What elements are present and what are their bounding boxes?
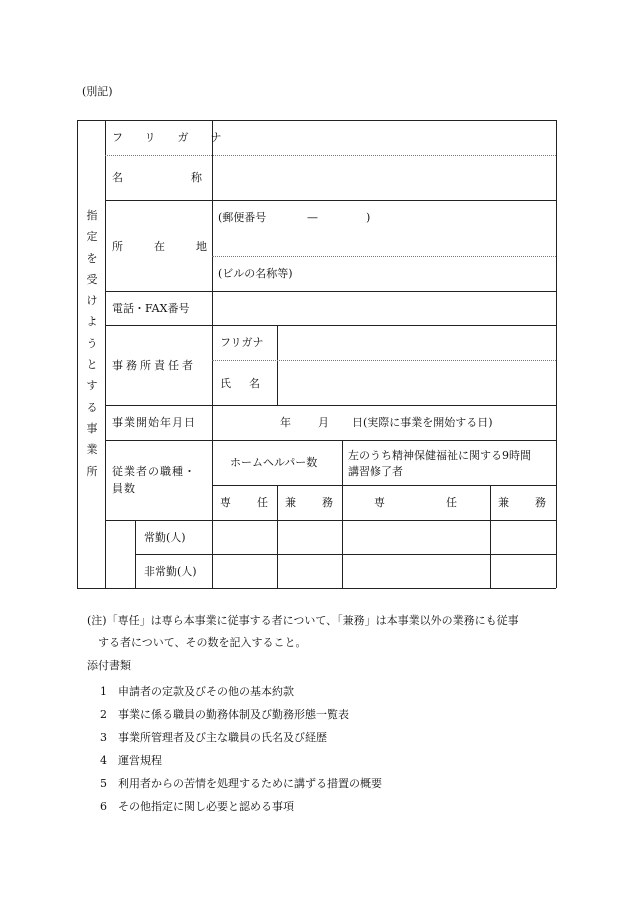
note-line-1: (注)「専任」は専ら本事業に従事する者について、「兼務」は本事業以外の業務にも従事 (87, 614, 519, 627)
name-label: 名称 (112, 171, 270, 184)
manager-name-label: 氏名 (220, 377, 278, 390)
note-line-2: する者について、その数を記入すること。 (98, 636, 307, 649)
parttime-row-label: 非常勤(人) (144, 565, 197, 578)
phone-fax-label: 電話・FAX番号 (112, 302, 190, 315)
attachment-num: 6 (100, 800, 107, 813)
home-helper-label: ホームヘルパー数 (230, 456, 318, 469)
attachment-item: その他指定に関し必要と認める事項 (118, 800, 294, 813)
attachment-item: 申請者の定款及びその他の基本約款 (118, 685, 294, 698)
office-manager-label: 事務所責任者 (112, 359, 196, 372)
attachment-item: 事業に係る職員の勤務体制及び勤務形態一覧表 (118, 708, 349, 721)
postal-code-label: (郵便番号 (218, 211, 267, 224)
furigana-label: フリガナ (112, 131, 244, 144)
start-year: 年 (280, 416, 291, 429)
table-border-top (77, 120, 556, 121)
start-date-label: 事業開始年月日 (112, 416, 196, 429)
attachment-num: 2 (100, 708, 107, 721)
start-month: 月 (318, 416, 329, 429)
staff-label-line1: 従業者の職種・ (112, 465, 196, 478)
table-border-left (77, 120, 78, 588)
attachments-title: 添付書類 (87, 659, 131, 672)
home-helper-concurrent: 兼務 (285, 496, 359, 509)
building-name-label: (ビルの名称等) (218, 267, 293, 280)
attachment-num: 1 (100, 685, 107, 698)
manager-furigana-label: フリガナ (220, 336, 264, 349)
psych-dedicated: 専任 (374, 496, 518, 509)
address-label: 所在地 (112, 240, 238, 253)
attachment-num: 4 (100, 754, 107, 767)
fulltime-row-label: 常勤(人) (144, 531, 186, 544)
attachment-num: 3 (100, 731, 107, 744)
attachment-item: 利用者からの苦情を処理するために講ずる措置の概要 (118, 777, 382, 790)
attachment-num: 5 (100, 777, 107, 790)
appendix-label: (別記) (82, 85, 113, 98)
table-border-bottom (77, 588, 556, 589)
psych-training-line2: 講習修了者 (348, 465, 403, 478)
psych-concurrent: 兼務 (498, 496, 572, 509)
staff-label-line2: 員数 (112, 482, 136, 495)
applicant-office-vertical-label: 指 定 を 受 け よ う と す る 事 業 所 (86, 209, 98, 478)
postal-dash: — (307, 211, 318, 224)
home-helper-dedicated: 専任 (220, 496, 294, 509)
psych-training-line1: 左のうち精神保健福祉に関する9時間 (348, 449, 531, 462)
table-border-right (556, 120, 557, 588)
attachment-item: 運営規程 (118, 754, 162, 767)
attachment-item: 事業所管理者及び主な職員の氏名及び経歴 (118, 731, 327, 744)
start-day-note: 日(実際に事業を開始する日) (352, 416, 493, 429)
postal-close: ) (366, 211, 371, 224)
